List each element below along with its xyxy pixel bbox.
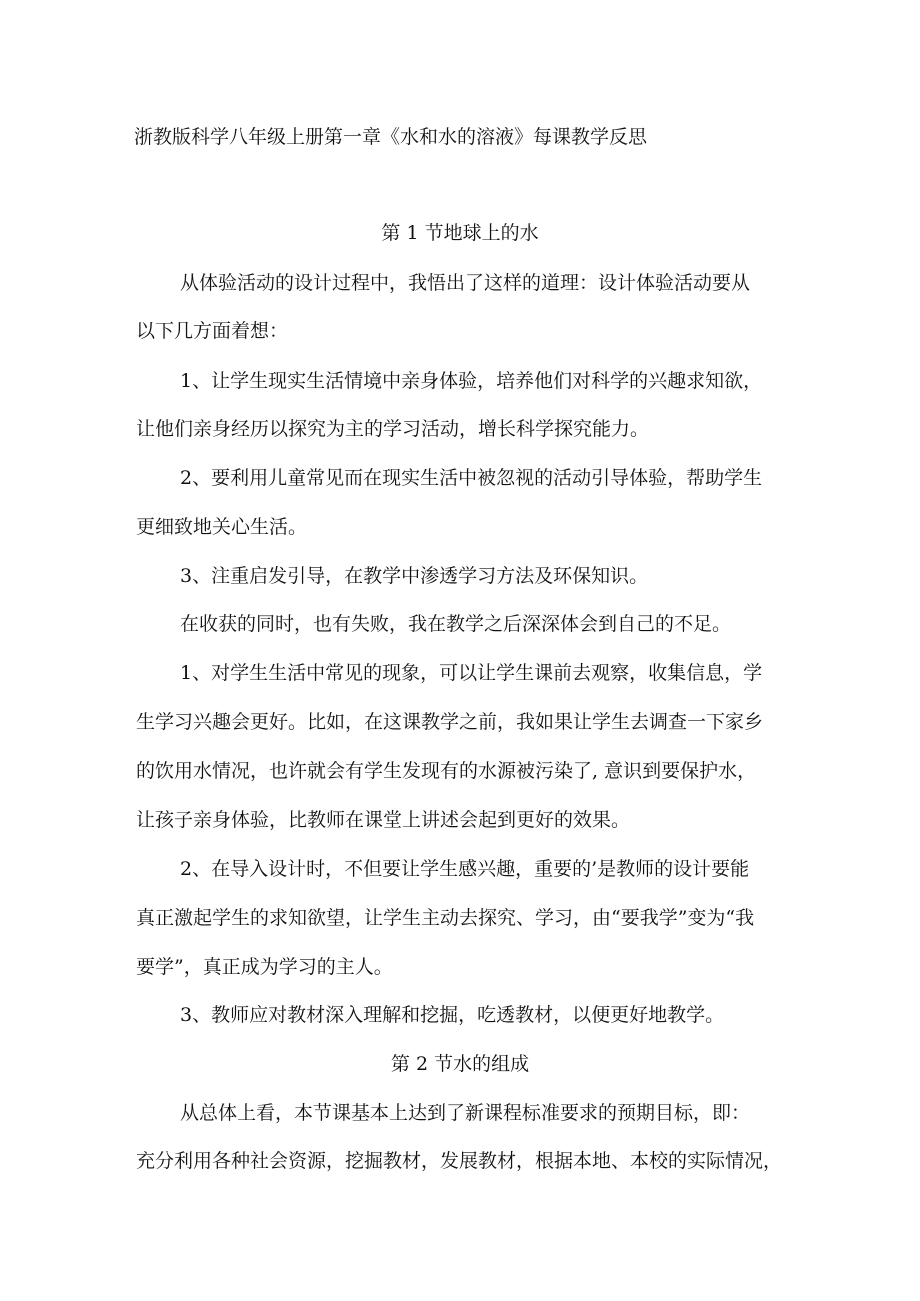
paragraph-line: 2、在导入设计时，不但要让学生感兴趣，重要的’是教师的设计要能 bbox=[180, 858, 750, 880]
paragraph-line: 1、对学生生活中常见的现象，可以让学生课前去观察，收集信息，学 bbox=[180, 662, 763, 684]
paragraph-line: 生学习兴趣会更好。比如，在这课教学之前，我如果让学生去调查一下家乡 bbox=[136, 711, 764, 733]
paragraph-line: 真正激起学生的求知欲望，让学生主动去探究、学习，由“要我学”变为“我 bbox=[136, 907, 755, 929]
paragraph-line: 更细致地关心生活。 bbox=[136, 516, 308, 538]
paragraph-line: 让孩子亲身体验，比教师在课堂上讲述会起到更好的效果。 bbox=[136, 809, 631, 831]
section-heading: 第 1 节地球上的水 bbox=[381, 222, 539, 244]
paragraph-line: 充分利用各种社会资源，挖掘教材，发展教材，根据本地、本校的实际情况， bbox=[136, 1150, 783, 1172]
paragraph-line: 的饮用水情况，也许就会有学生发现有的水源被污染了, 意识到要保护水， bbox=[136, 760, 757, 782]
paragraph-line: 3、教师应对教材深入理解和挖掘，吃透教材，以便更好地教学。 bbox=[180, 1004, 725, 1026]
section-heading: 第 2 节水的组成 bbox=[390, 1053, 530, 1075]
paragraph-line: 从总体上看，本节课基本上达到了新课程标准要求的预期目标，即： bbox=[180, 1102, 751, 1124]
paragraph-line: 1、让学生现实生活情境中亲身体验，培养他们对科学的兴趣求知欲， bbox=[180, 370, 763, 392]
document-title: 浙教版科学八年级上册第一章《水和水的溶液》每课教学反思 bbox=[134, 126, 648, 148]
paragraph-line: 在收获的同时，也有失败，我在教学之后深深体会到自己的不足。 bbox=[180, 613, 732, 635]
paragraph-line: 让他们亲身经历以探究为主的学习活动，增长科学探究能力。 bbox=[136, 418, 650, 440]
paragraph-line: 2、要利用儿童常见而在现实生活中被忽视的活动引导体验，帮助学生 bbox=[180, 467, 763, 489]
paragraph-line: 以下几方面着想： bbox=[136, 320, 289, 342]
paragraph-line: 要学”，真正成为学习的主人。 bbox=[136, 956, 393, 978]
paragraph-line: 从体验活动的设计过程中，我悟出了这样的道理：设计体验活动要从 bbox=[180, 272, 751, 294]
paragraph-line: 3、注重启发引导，在教学中渗透学习方法及环保知识。 bbox=[180, 565, 649, 587]
